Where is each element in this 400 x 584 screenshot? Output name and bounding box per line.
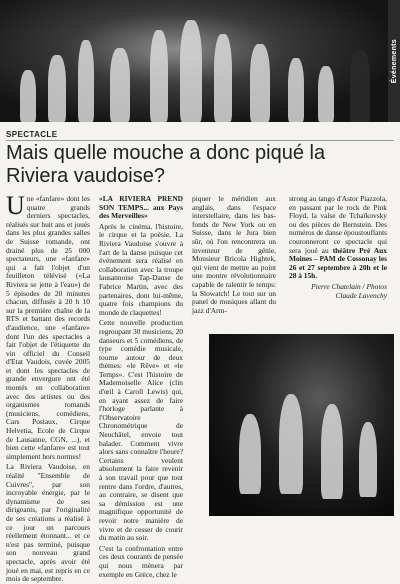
section-divider — [6, 140, 394, 141]
venue-location: – PAM de Cossonay — [313, 254, 377, 264]
performance-dates: les 26 et 27 septembre à 20h et le 28 à 15h. — [289, 254, 387, 281]
paragraph: ne «fanfare» dont les quatre grands derniers spectacles, réalisés sur huit ans et joués dans les plus grandes salles de Suisse romande, ont drainé plus de 25 000 spectateurs, une «fanfare» qui a fait l'objet d'un feuilleton télévisé («La Riviera se jette à l'eau») de 5 épisodes de 20 minutes chacun, diffusés à 20 h 10 sur la première chaîne de la RTS et battant des records d'audience, une «fanfare» dont l'un des spectacles a fait l'objet de l'étiquette du vin officiel du Conseil d'Etat Vaudois, cuvée 2005 et dont les spectacles de grande envergure ont été montés en collaboration avec des artistes ou des organismes romands (musiciens, comédiens, Cars Postaux, Cirque Helvetia, Ecole de Cirque de Lausanne, CGN, ...), et bien cette «fanfare» est tout simplement hors normes! — [6, 194, 90, 461]
venue-name: théâtre Pré Aux Moines — [289, 245, 387, 264]
article-column-1 — [6, 191, 90, 584]
paragraph: piquer le méridien aux anglais, dans l'espace interstellaire, dans les bas-fonds de New York ou en Suisse, dans le Jura bien sûr, où l'on rencontrera un inventeur de génie, Monsieur Bricola Hightek, qui vient de mettre au point une montre révolutionnaire capable de ralentir le temps: la Slowatch! Le tout sur un panel de musiques allant du jazz d'Arm- — [192, 194, 276, 315]
lead-title: «LA RIVIERA PREND SON TEMPS... aux Pays des Merveilles» — [99, 194, 183, 221]
photo-credit: Pierre Chatelain / Photos Claude Lavenchy — [311, 281, 387, 300]
article-column-3 — [192, 195, 276, 327]
section-label: SPECTACLE — [6, 130, 58, 139]
paragraph: Cette nouvelle production regroupant 30 musiciens, 20 danseurs et 5 comédiens, de type comédie musicale, tourne autour de deux thèmes: «le Rêve» et «le Temps». C'est l'histoire de Mademoiselle Alice (clin d'œil à Caroll Lewis) qui, en ayant assez de faire l'horloge parlante à l'Observatoire Chronométrique de Neuchâtel, envoie tout balader. Comment vivre alors sans connaître l'heure? Certains veulent absolument la faire revenir à son travail pour que tout rentre dans l'ordre, d'autres, au contraire, se disent que sa démission est une magnifique opportunité de revoir notre manière de vivre et de cesser de courir du matin au soir. — [99, 318, 183, 543]
article-column-2 — [99, 194, 183, 579]
bottom-photo — [209, 334, 394, 516]
section-tab — [388, 0, 400, 122]
article-column-4 — [289, 195, 387, 327]
section-tab-label: Événements — [390, 38, 398, 84]
paragraph: La Riviera Vaudoise, en réalité "Ensemble de Cuivres", par son incroyable énergie, par le dynamisme de ses dirigeants, par l'originalité de ses créations a réalisé à ce jour un parcours réellement étonnant... et ce n'est pas terminé, puisque son nouveau grand spectacle, après avoir été joué en mai, est repris en ce mois de septembre. — [6, 462, 90, 584]
top-photo — [0, 0, 388, 122]
drop-cap: U — [6, 191, 25, 220]
paragraph: Après le cinéma, l'histoire, le cirque et la poésie, La Riviera Vaudoise s'ouvre à l'art de la danse puisque cet événement sera réalisé en collaboration avec la troupe lausannoise Tap-Danse de Fabrice Martin, avec des partenaires, dont lui-même, quatre fois champions du monde de claquettes! — [99, 221, 183, 317]
paragraph: strong au tango d'Astor Piazzola, en passant par le rock de Pink Floyd, la valse de Tchaïkovsky ou des pièces de Bernstein. Des numéros de danse époustouflants couronneront ce spectacle qui sera joué au — [289, 194, 387, 255]
headline: Mais quelle mouche a donc piqué la Riviera vaudoise? — [6, 142, 326, 187]
paragraph: C'est la confrontation entre ces deux courants de pensée qui nous mènera par exemple en Grèce, chez le — [99, 543, 183, 579]
